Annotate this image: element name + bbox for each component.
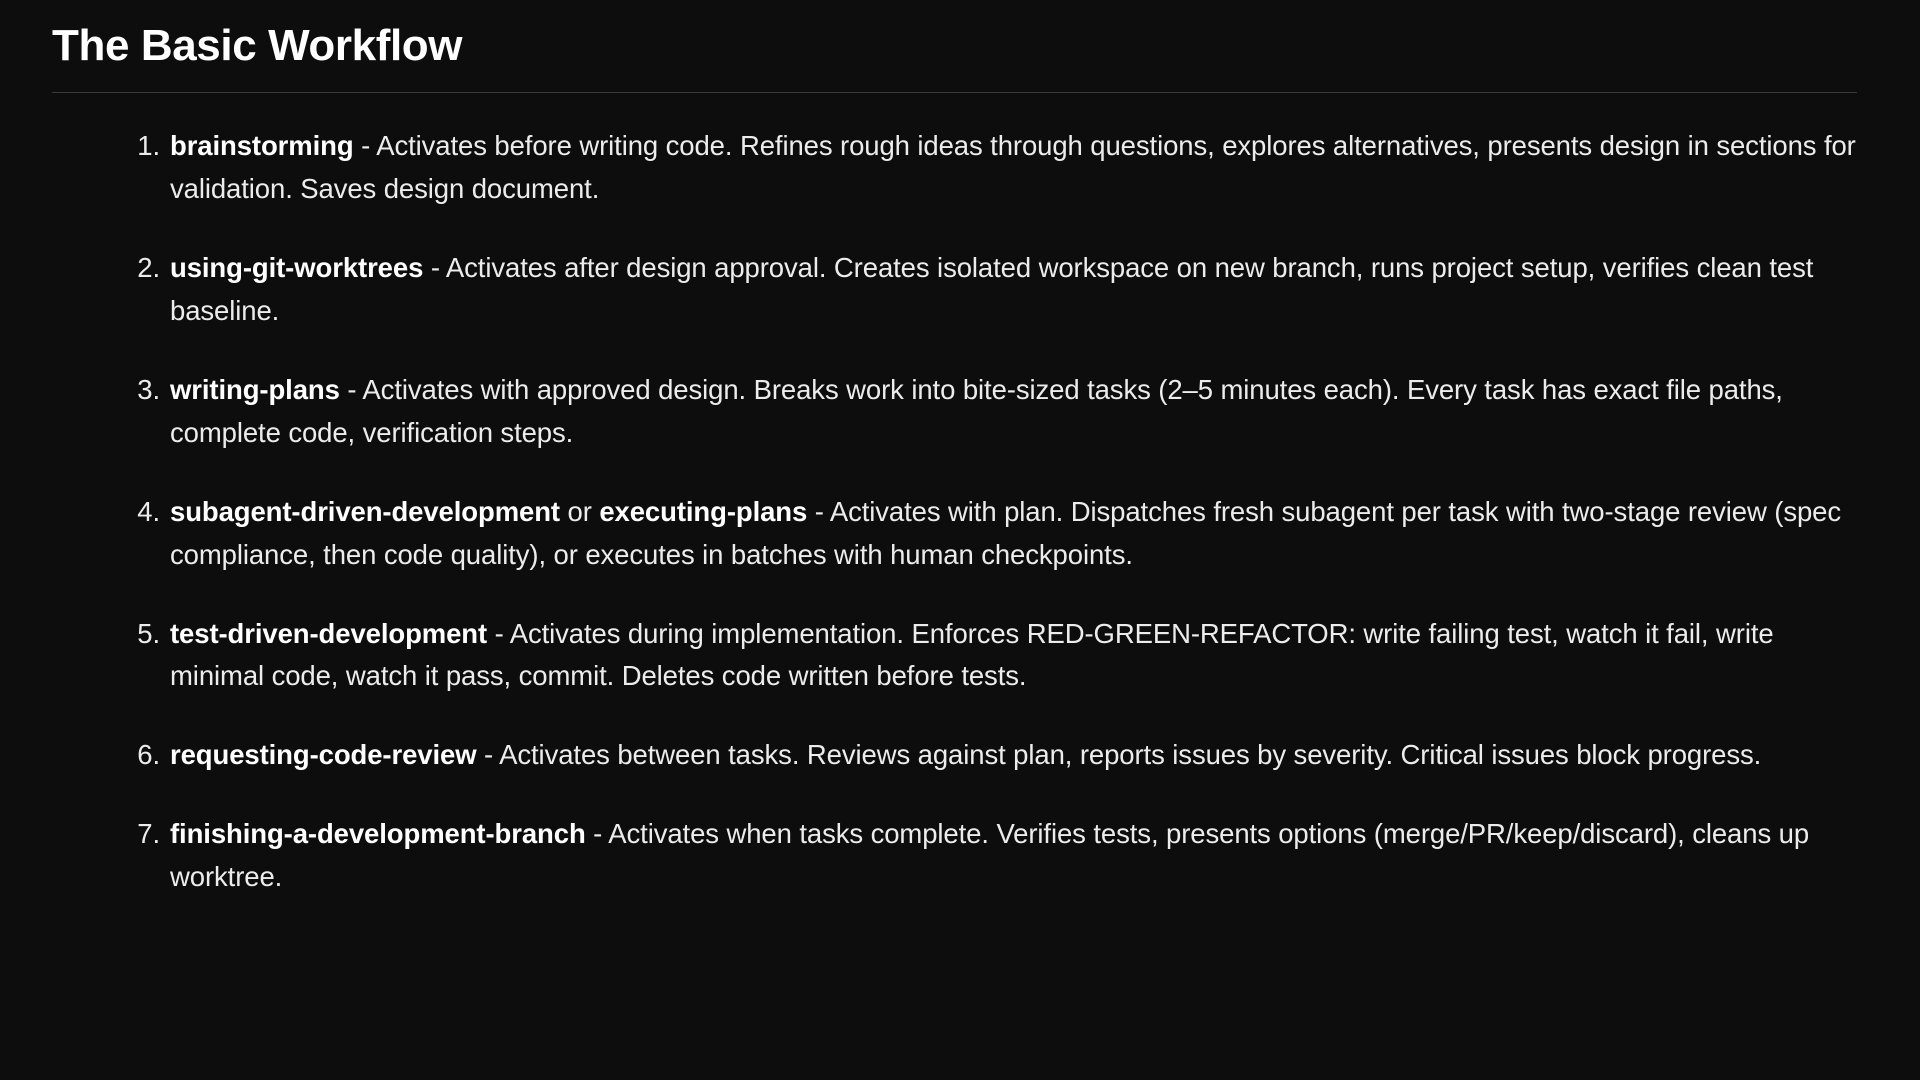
list-item-text: - Activates after design approval. Creates isolated workspace on new branch, runs project setup, verifies clean test baseline.: [170, 252, 1814, 327]
list-item: [52, 813, 1868, 899]
list-item: [52, 734, 1868, 777]
list-item-term: using-git-worktrees: [170, 252, 424, 284]
list-item: [52, 247, 1868, 333]
workflow-list: [52, 125, 1868, 899]
list-item-text: - Activates with plan. Dispatches fresh subagent per task with two-stage review (spec compliance, then code quality), or executes in batches with human checkpoints.: [170, 495, 1842, 570]
list-item-text: - Activates during implementation. Enforces RED-GREEN-REFACTOR: write failing test, watch it fail, write minimal code, watch it pass, commit. Deletes code written before tests.: [170, 617, 1774, 692]
list-item-term: subagent-driven-development: [170, 495, 560, 527]
list-item-text: - Activates with approved design. Breaks work into bite-sized tasks (2–5 minutes each). Every task has exact file paths, complete code, verification steps.: [170, 373, 1783, 448]
list-item: [52, 125, 1868, 211]
title-divider: [52, 92, 1857, 93]
list-item: [52, 613, 1868, 699]
list-item: [52, 369, 1868, 455]
list-item-term-alt: executing-plans: [599, 495, 808, 527]
list-item-text: - Activates between tasks. Reviews against plan, reports issues by severity. Critical issues block progress.: [476, 739, 1762, 771]
list-item-term: brainstorming: [170, 130, 354, 162]
list-item-term: writing-plans: [170, 373, 340, 405]
list-item-text: - Activates before writing code. Refines rough ideas through questions, explores alternatives, presents design in sections for validation. Saves design document.: [170, 130, 1856, 205]
list-item: [52, 491, 1868, 577]
list-item-term: finishing-a-development-branch: [170, 818, 586, 850]
list-item-joiner: or: [560, 495, 600, 527]
list-item-term: requesting-code-review: [170, 739, 477, 771]
list-item-term: test-driven-development: [170, 617, 488, 649]
page-title: The Basic Workflow: [52, 21, 463, 70]
list-item-text: - Activates when tasks complete. Verifies tests, presents options (merge/PR/keep/discard), cleans up worktree.: [170, 818, 1810, 893]
